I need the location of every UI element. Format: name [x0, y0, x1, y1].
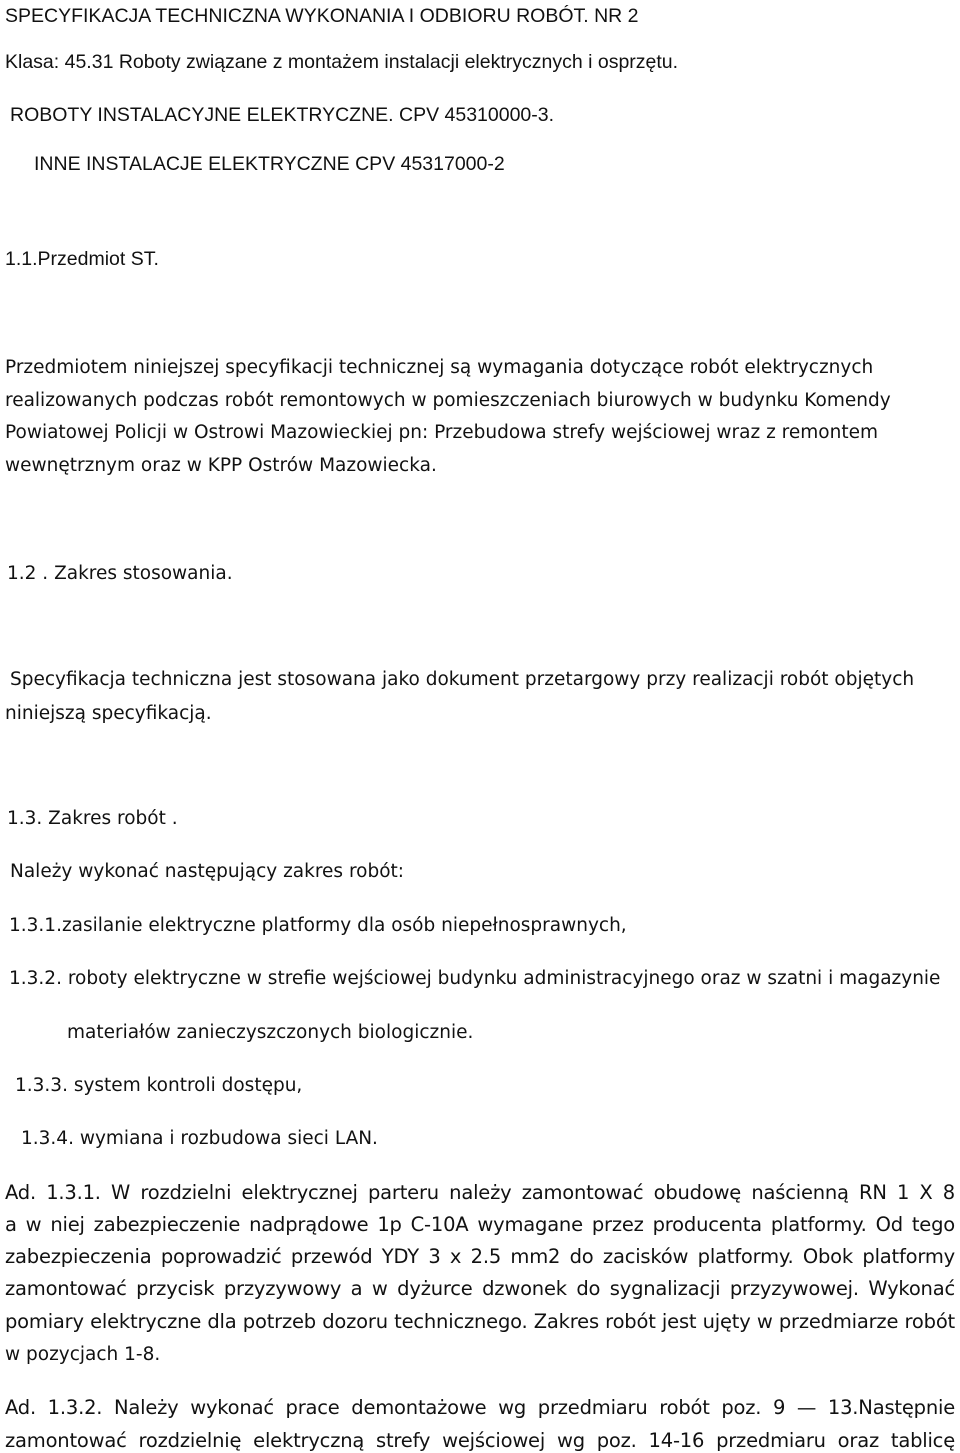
cpv-line-1: ROBOTY INSTALACYJNE ELEKTRYCZNE. CPV 45310000-3. [10, 104, 555, 126]
paragraph-line: Specyfikacja techniczna jest stosowana jako dokument przetargowy przy realizacji robót objętych [10, 669, 915, 690]
section-heading-1-1: 1.1.Przedmiot ST. [5, 248, 159, 270]
ad-1-3-2-line: zamontować rozdzielnię elektryczną strefy wejściowej wg poz. 14-16 przedmiaru oraz tablicę [5, 1429, 955, 1452]
ad-1-3-1-line: zabezpieczenia poprowadzić przewód YDY 3 x 2.5 mm2 do zacisków platformy. Obok platformy [5, 1245, 955, 1268]
ad-1-3-1-line: a w niej zabezpieczenie nadprądowe 1p C-10A wymagane przez producenta platformy. Od tego [5, 1213, 955, 1236]
paragraph-line: Powiatowej Policji w Ostrowi Mazowieckiej pn: Przebudowa strefy wejściowej wraz z remontem [5, 422, 878, 443]
paragraph-line: wewnętrznym oraz w KPP Ostrów Mazowiecka. [5, 455, 437, 476]
ad-1-3-1-line: pomiary elektryczne dla potrzeb dozoru technicznego. Zakres robót jest ujęty w przedmiarze robót [5, 1310, 955, 1333]
class-line: Klasa: 45.31 Roboty związane z montażem instalacji elektrycznych i osprzętu. [5, 51, 679, 73]
document-title: SPECYFIKACJA TECHNICZNA WYKONANIA I ODBIORU ROBÓT. NR 2 [5, 5, 639, 27]
paragraph-line: niniejszą specyfikacją. [5, 703, 212, 724]
scope-item: 1.3.3. system kontroli dostępu, [15, 1075, 303, 1096]
scope-item: 1.3.2. roboty elektryczne w strefie wejściowej budynku administracyjnego oraz w szatni i magazynie [9, 968, 941, 989]
scope-item: 1.3.1.zasilanie elektryczne platformy dla osób niepełnosprawnych, [9, 915, 627, 936]
paragraph-line: realizowanych podczas robót remontowych w pomieszczeniach biurowych w budynku Komendy [5, 390, 891, 411]
paragraph-line: Przedmiotem niniejszej specyfikacji technicznej są wymagania dotyczące robót elektrycznych [5, 357, 874, 378]
ad-1-3-1-line: Ad. 1.3.1. W rozdzielni elektrycznej parteru należy zamontować obudowę naścienną RN 1 X 8 [5, 1181, 955, 1204]
ad-1-3-1-line: zamontować przycisk przyzywowy a w dyżurce dzwonek do sygnalizacji przyzywowej. Wykonać [5, 1277, 955, 1300]
section-heading-1-2: 1.2 . Zakres stosowania. [7, 563, 233, 584]
ad-1-3-1-line: w pozycjach 1-8. [5, 1344, 161, 1365]
cpv-line-2: INNE INSTALACJE ELEKTRYCZNE CPV 45317000-2 [34, 153, 505, 175]
scope-item: 1.3.4. wymiana i rozbudowa sieci LAN. [21, 1128, 378, 1149]
section-heading-1-3: 1.3. Zakres robót . [7, 808, 178, 829]
ad-1-3-2-line: Ad. 1.3.2. Należy wykonać prace demontażowe wg przedmiaru robót poz. 9 — 13.Następnie [5, 1396, 955, 1419]
scope-item-continuation: materiałów zanieczyszczonych biologicznie. [67, 1022, 474, 1043]
scope-intro: Należy wykonać następujący zakres robót: [10, 861, 405, 882]
